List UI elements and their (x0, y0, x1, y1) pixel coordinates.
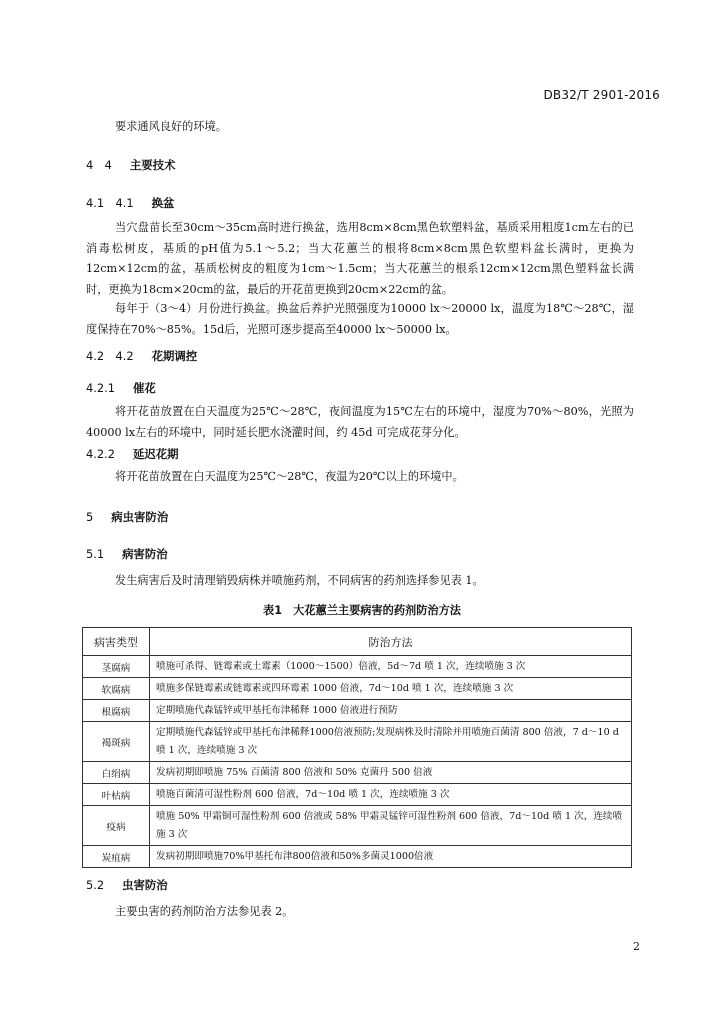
intro-paragraph: 要求通风良好的环境。 (115, 120, 227, 133)
table-row (83, 700, 632, 722)
disease-name-cell: 叶枯病 (83, 784, 150, 806)
section-5-2-paragraph: 主要虫害的药剂防治方法参见表 2。 (115, 905, 294, 918)
section-4-heading (86, 157, 175, 173)
column-header-disease: 病害类型 (83, 628, 150, 656)
table-row (83, 678, 632, 700)
section-number: 5.2 (86, 878, 105, 892)
table-header-row (83, 628, 632, 656)
standard-code: DB32/T 2901-2016 (543, 88, 660, 102)
section-title: 换盆 (151, 196, 175, 210)
method-cell: 定期喷施代森锰锌或甲基托布津稀释1000倍液预防;发现病株及时清除并用喷施百菌清 800 倍液，7 d～10 d 喷 1 次，连续喷施 3 次 (150, 722, 632, 762)
section-4-2-heading (86, 348, 197, 364)
table-row (83, 784, 632, 806)
section-4-2-2-paragraph: 将开花苗放置在白天温度为25℃～28℃，夜温为20℃以上的环境中。 (115, 470, 464, 483)
section-5-1-paragraph: 发生病害后及时清理销毁病株并喷施药剂，不同病害的药剂选择参见表 1。 (115, 574, 484, 587)
section-title: 花期调控 (151, 349, 198, 363)
disease-control-table (82, 627, 632, 868)
method-cell: 喷施百菌清可湿性粉剂 600 倍液，7d～10d 喷 1 次，连续喷施 3 次 (150, 784, 632, 806)
section-4-2-1-paragraph: 将开花苗放置在白天温度为25℃～28℃，夜间温度为15℃左右的环境中，湿度为70%～80%，光照为40000 lx左右的环境中，同时延长肥水浇灌时间，约 45d 可完成花芽分化。 (86, 405, 634, 439)
disease-name-cell: 炭疽病 (83, 846, 150, 868)
method-cell: 定期喷施代森锰锌或甲基托布津稀释 1000 倍液进行预防 (150, 700, 632, 722)
section-4-2-2-heading (86, 446, 179, 462)
table-row (83, 656, 632, 678)
table-row (83, 846, 632, 868)
method-cell: 喷施多保链霉素或链霉素或四环霉素 1000 倍液，7d～10d 喷 1 次，连续喷施 3 次 (150, 678, 632, 700)
section-number: 4.2 4.2 (86, 349, 134, 363)
section-number: 4 4 (86, 158, 112, 172)
section-5-heading (86, 509, 168, 525)
section-4-1-heading (86, 195, 174, 211)
section-title: 虫害防治 (122, 878, 168, 892)
section-5-1-heading (86, 546, 168, 562)
section-title: 病虫害防治 (111, 510, 169, 524)
method-cell: 喷施 50% 甲霜铜可湿性粉剂 600 倍液或 58% 甲霜灵锰锌可湿性粉剂 600 倍液，7d～10d 喷 1 次，连续喷施 3 次 (150, 806, 632, 846)
method-cell: 发病初期即喷施70%甲基托布津800倍液和50%多菌灵1000倍液 (150, 846, 632, 868)
disease-name-cell: 白绢病 (83, 762, 150, 784)
table-1-caption: 表1 大花蕙兰主要病害的药剂防治方法 (263, 604, 461, 617)
method-cell: 发病初期即喷施 75% 百菌清 800 倍液和 50% 克菌丹 500 倍液 (150, 762, 632, 784)
section-4-1-paragraph-1: 当穴盘苗长至30cm～35cm高时进行换盆，选用8cm×8cm黑色软塑料盆，基质采用粗度1cm左右的已消毒松树皮，基质的pH值为5.1～5.2；当大花蕙兰的根将8cm×8cm黑色软塑料盆长满时，更换为12cm×12cm的盆，基质松树皮的粗度为1cm～1.5cm；当大花蕙兰的根系12cm×12cm黑色塑料盆长满时，更换为18cm×20cm的盆，最后的开花苗更换到20cm×22cm的盆。 (86, 221, 634, 296)
disease-name-cell: 疫病 (83, 806, 150, 846)
table-row (83, 762, 632, 784)
table-row (83, 722, 632, 762)
section-4-1-paragraph-2: 每年于（3～4）月份进行换盆。换盆后养护光照强度为10000 lx～20000 lx，温度为18℃～28℃，湿度保持在70%～85%。15d后，光照可逐步提高至40000 lx～50000 lx。 (86, 302, 634, 336)
section-number: 5 (86, 510, 94, 524)
section-number: 4.2.2 (86, 447, 115, 461)
section-4-2-1-heading (86, 380, 156, 396)
page-number: 2 (633, 940, 640, 953)
disease-name-cell: 茎腐病 (83, 656, 150, 678)
method-cell: 喷施可杀得、链霉素或土霉素（1000～1500）倍液，5d～7d 喷 1 次，连续喷施 3 次 (150, 656, 632, 678)
section-5-2-heading (86, 877, 168, 893)
section-number: 5.1 (86, 547, 105, 561)
disease-name-cell: 软腐病 (83, 678, 150, 700)
section-title: 主要技术 (129, 158, 176, 172)
section-number: 4.1 4.1 (86, 196, 134, 210)
section-number: 4.2.1 (86, 381, 115, 395)
column-header-method: 防治方法 (150, 628, 632, 656)
table-row (83, 806, 632, 846)
disease-name-cell: 根腐病 (83, 700, 150, 722)
section-title: 病害防治 (122, 547, 168, 561)
section-title: 延迟花期 (132, 447, 179, 461)
disease-name-cell: 褐斑病 (83, 722, 150, 762)
section-title: 催花 (132, 381, 156, 395)
